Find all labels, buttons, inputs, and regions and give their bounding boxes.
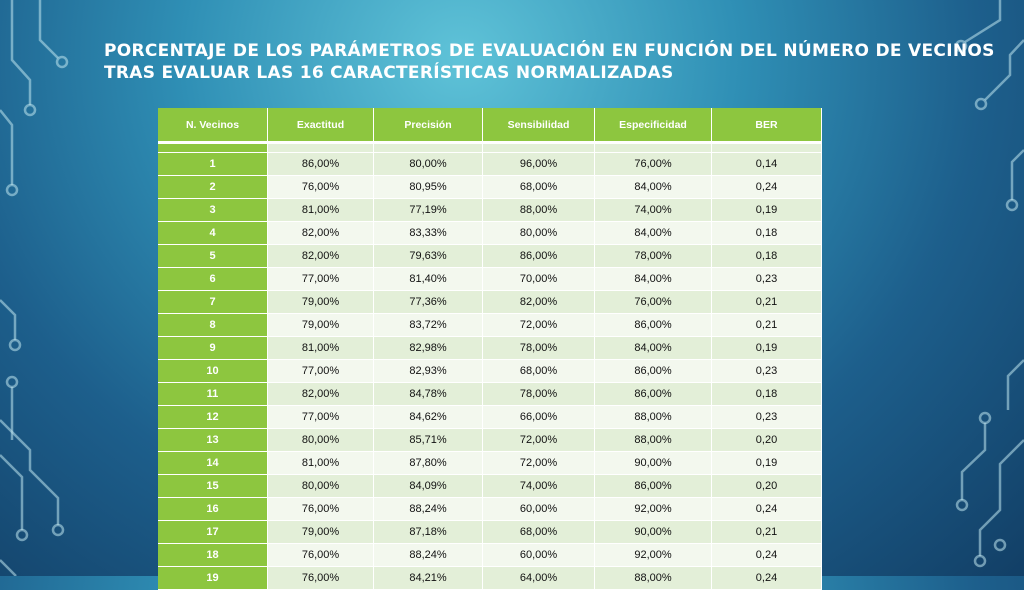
cell-precision: 83,72%	[374, 314, 483, 337]
table-row	[158, 268, 822, 291]
cell-sensibilidad: 78,00%	[483, 337, 595, 360]
table-header-row	[158, 108, 822, 144]
cell-n-vecinos: 15	[158, 475, 268, 498]
cell-precision: 84,78%	[374, 383, 483, 406]
cell-especificidad: 90,00%	[595, 452, 712, 475]
table-row	[158, 429, 822, 452]
cell-sensibilidad: 60,00%	[483, 544, 595, 567]
cell-sensibilidad: 82,00%	[483, 291, 595, 314]
cell-precision: 84,21%	[374, 567, 483, 590]
cell-exactitud: 82,00%	[268, 245, 374, 268]
cell-especificidad: 92,00%	[595, 544, 712, 567]
cell-ber: 0,18	[712, 222, 822, 245]
table-row	[158, 222, 822, 245]
cell-n-vecinos: 12	[158, 406, 268, 429]
cell-precision: 87,18%	[374, 521, 483, 544]
cell-precision: 80,00%	[374, 153, 483, 176]
cell-sensibilidad: 80,00%	[483, 222, 595, 245]
cell-n-vecinos: 16	[158, 498, 268, 521]
cell-ber: 0,14	[712, 153, 822, 176]
cell-exactitud: 86,00%	[268, 153, 374, 176]
cell-exactitud: 76,00%	[268, 498, 374, 521]
header-especificidad: Especificidad	[595, 108, 712, 144]
cell-sensibilidad: 72,00%	[483, 314, 595, 337]
cell-especificidad: 84,00%	[595, 268, 712, 291]
header-sensibilidad: Sensibilidad	[483, 108, 595, 144]
cell-precision: 84,62%	[374, 406, 483, 429]
table-row	[158, 498, 822, 521]
cell-ber: 0,19	[712, 337, 822, 360]
spacer-cell	[595, 144, 712, 153]
cell-exactitud: 79,00%	[268, 521, 374, 544]
cell-sensibilidad: 72,00%	[483, 452, 595, 475]
table-row	[158, 199, 822, 222]
cell-exactitud: 76,00%	[268, 567, 374, 590]
cell-ber: 0,20	[712, 475, 822, 498]
cell-n-vecinos: 1	[158, 153, 268, 176]
cell-precision: 80,95%	[374, 176, 483, 199]
header-n-vecinos: N. Vecinos	[158, 108, 268, 144]
cell-n-vecinos: 11	[158, 383, 268, 406]
cell-exactitud: 81,00%	[268, 337, 374, 360]
cell-n-vecinos: 4	[158, 222, 268, 245]
cell-n-vecinos: 7	[158, 291, 268, 314]
cell-n-vecinos: 13	[158, 429, 268, 452]
title-line-1: PORCENTAJE DE LOS PARÁMETROS DE EVALUACIÓN EN FUNCIÓN DEL NÚMERO DE VECINOS	[104, 41, 995, 61]
cell-sensibilidad: 68,00%	[483, 521, 595, 544]
cell-especificidad: 74,00%	[595, 199, 712, 222]
cell-exactitud: 79,00%	[268, 291, 374, 314]
header-precision: Precisión	[374, 108, 483, 144]
table-row	[158, 314, 822, 337]
cell-precision: 88,24%	[374, 544, 483, 567]
cell-sensibilidad: 78,00%	[483, 383, 595, 406]
cell-precision: 88,24%	[374, 498, 483, 521]
cell-precision: 83,33%	[374, 222, 483, 245]
cell-ber: 0,24	[712, 498, 822, 521]
results-table-container	[158, 108, 822, 590]
cell-sensibilidad: 68,00%	[483, 360, 595, 383]
cell-precision: 87,80%	[374, 452, 483, 475]
cell-exactitud: 82,00%	[268, 222, 374, 245]
table-row	[158, 452, 822, 475]
cell-sensibilidad: 66,00%	[483, 406, 595, 429]
cell-especificidad: 88,00%	[595, 429, 712, 452]
cell-precision: 82,93%	[374, 360, 483, 383]
table-body	[158, 144, 822, 590]
spacer-cell	[268, 144, 374, 153]
cell-sensibilidad: 74,00%	[483, 475, 595, 498]
header-ber: BER	[712, 108, 822, 144]
cell-n-vecinos: 18	[158, 544, 268, 567]
cell-n-vecinos: 9	[158, 337, 268, 360]
cell-n-vecinos: 14	[158, 452, 268, 475]
cell-exactitud: 81,00%	[268, 199, 374, 222]
cell-n-vecinos: 10	[158, 360, 268, 383]
header-exactitud: Exactitud	[268, 108, 374, 144]
cell-sensibilidad: 96,00%	[483, 153, 595, 176]
table-row	[158, 567, 822, 590]
spacer-cell	[374, 144, 483, 153]
cell-exactitud: 77,00%	[268, 268, 374, 291]
title-line-2: TRAS EVALUAR LAS 16 CARACTERÍSTICAS NORMALIZADAS	[104, 63, 674, 83]
cell-ber: 0,18	[712, 245, 822, 268]
cell-sensibilidad: 88,00%	[483, 199, 595, 222]
cell-ber: 0,20	[712, 429, 822, 452]
cell-exactitud: 76,00%	[268, 544, 374, 567]
cell-sensibilidad: 60,00%	[483, 498, 595, 521]
cell-especificidad: 90,00%	[595, 521, 712, 544]
cell-ber: 0,24	[712, 544, 822, 567]
cell-ber: 0,23	[712, 268, 822, 291]
cell-exactitud: 80,00%	[268, 429, 374, 452]
slide-title	[104, 40, 1004, 84]
cell-ber: 0,24	[712, 176, 822, 199]
cell-ber: 0,21	[712, 521, 822, 544]
cell-precision: 79,63%	[374, 245, 483, 268]
spacer-cell	[158, 144, 268, 153]
table-spacer-row	[158, 144, 822, 153]
cell-n-vecinos: 5	[158, 245, 268, 268]
cell-especificidad: 86,00%	[595, 475, 712, 498]
cell-especificidad: 76,00%	[595, 153, 712, 176]
cell-exactitud: 77,00%	[268, 360, 374, 383]
cell-precision: 85,71%	[374, 429, 483, 452]
cell-ber: 0,21	[712, 291, 822, 314]
cell-exactitud: 80,00%	[268, 475, 374, 498]
table-row	[158, 406, 822, 429]
cell-ber: 0,18	[712, 383, 822, 406]
cell-ber: 0,23	[712, 406, 822, 429]
cell-precision: 82,98%	[374, 337, 483, 360]
cell-especificidad: 86,00%	[595, 383, 712, 406]
cell-ber: 0,21	[712, 314, 822, 337]
spacer-cell	[712, 144, 822, 153]
cell-n-vecinos: 6	[158, 268, 268, 291]
cell-precision: 81,40%	[374, 268, 483, 291]
table-row	[158, 176, 822, 199]
cell-exactitud: 81,00%	[268, 452, 374, 475]
cell-precision: 77,36%	[374, 291, 483, 314]
cell-exactitud: 82,00%	[268, 383, 374, 406]
cell-especificidad: 84,00%	[595, 176, 712, 199]
cell-especificidad: 92,00%	[595, 498, 712, 521]
cell-ber: 0,19	[712, 452, 822, 475]
cell-n-vecinos: 17	[158, 521, 268, 544]
cell-ber: 0,24	[712, 567, 822, 590]
table-row	[158, 291, 822, 314]
results-table	[158, 108, 822, 590]
cell-especificidad: 86,00%	[595, 360, 712, 383]
cell-exactitud: 76,00%	[268, 176, 374, 199]
table-row	[158, 383, 822, 406]
cell-sensibilidad: 64,00%	[483, 567, 595, 590]
cell-ber: 0,23	[712, 360, 822, 383]
cell-ber: 0,19	[712, 199, 822, 222]
cell-especificidad: 86,00%	[595, 314, 712, 337]
table-row	[158, 153, 822, 176]
table-row	[158, 521, 822, 544]
cell-precision: 77,19%	[374, 199, 483, 222]
cell-sensibilidad: 72,00%	[483, 429, 595, 452]
cell-exactitud: 77,00%	[268, 406, 374, 429]
cell-n-vecinos: 2	[158, 176, 268, 199]
cell-n-vecinos: 19	[158, 567, 268, 590]
cell-exactitud: 79,00%	[268, 314, 374, 337]
cell-especificidad: 76,00%	[595, 291, 712, 314]
table-row	[158, 337, 822, 360]
cell-sensibilidad: 86,00%	[483, 245, 595, 268]
cell-especificidad: 78,00%	[595, 245, 712, 268]
cell-n-vecinos: 8	[158, 314, 268, 337]
cell-sensibilidad: 68,00%	[483, 176, 595, 199]
cell-especificidad: 84,00%	[595, 222, 712, 245]
table-row	[158, 245, 822, 268]
cell-precision: 84,09%	[374, 475, 483, 498]
spacer-cell	[483, 144, 595, 153]
table-row	[158, 475, 822, 498]
cell-sensibilidad: 70,00%	[483, 268, 595, 291]
cell-especificidad: 84,00%	[595, 337, 712, 360]
table-row	[158, 544, 822, 567]
cell-especificidad: 88,00%	[595, 406, 712, 429]
cell-n-vecinos: 3	[158, 199, 268, 222]
table-row	[158, 360, 822, 383]
cell-especificidad: 88,00%	[595, 567, 712, 590]
